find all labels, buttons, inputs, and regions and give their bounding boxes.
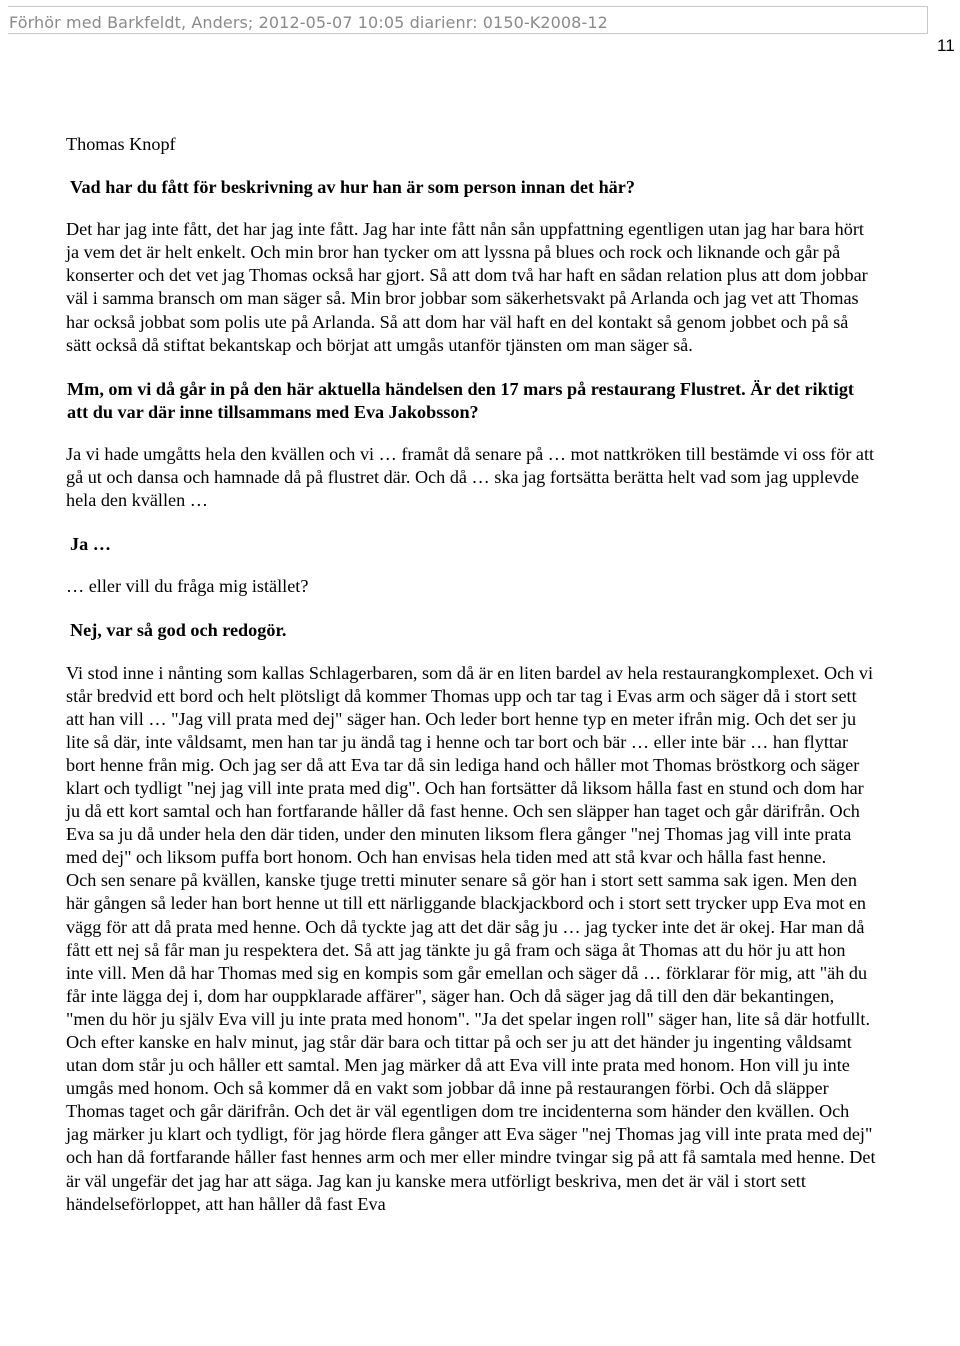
answer-paragraph: Vi stod inne i nånting som kallas Schlagerbaren, som då är en liten bardel av hela restaurangkomplexet. Och vi står bredvid ett bord och helt plötsligt då kommer Thomas upp och tar tag i Evas arm och säger då i stort sett att han vill … "Jag vill prata med dej" säger han. Och leder bort henne typ en meter ifrån mig. Och det ser ju lite så där, inte våldsamt, men han tar ju ändå tag i henne och tar bort och bär … eller inte bär … han flyttar bort henne från mig. Och jag ser då att Eva tar då sin lediga hand och håller mot Thomas bröstkorg och säger klart och tydligt "nej jag vill inte prata med dig". Och han fortsätter då liksom hålla fast en stund och dom har ju då ett kort samtal och han fortfarande håller då fast henne. Och sen släpper han taget och går därifrån. Och Eva sa ju då under hela den där tiden, under den minuten liksom flera gånger "nej Thomas jag vill inte prata med dej" och liksom puffa bort honom. Och han envisas hela tiden med att stå kvar och hålla fast henne. (66, 662, 873, 868)
speaker-name: Thomas Knopf (66, 134, 176, 154)
page-number: 11 (937, 36, 955, 55)
answer-paragraph: Och sen senare på kvällen, kanske tjuge tretti minuter senare så gör han i stort sett samma sak igen. Men den här gången så leder han bort henne ut till ett närliggande blackjackbord och i stort sett trycker upp Eva mot en vägg för att då prata med henne. Och då tyckte jag att det där såg ju … jag tycker inte det är okej. Har man då fått ett nej så får man ju respektera det. Så att jag tänkte ju gå fram och säga åt Thomas att du hör ju att hon inte vill. Men då har Thomas med sig en kompis som går emellan och säger då … förklarar för mig, att "äh du får inte lägga dej i, dom har ouppklarade affärer", säger han. Och då säger jag då till den där bekantingen, "men du hör ju själv Eva vill ju inte prata med honom". "Ja det spelar ingen roll" säger han, lite så där hotfullt. Och efter kanske en halv minut, jag står där bara och tittar på och ser ju att det händer ju ingenting våldsamt utan dom står ju och håller ett samtal. Men jag märker då att Eva vill inte prata med honom. Hon vill ju inte umgås med honom. Och så kommer då en vakt som jobbar då inne på restaurangen förbi. Och då släpper Thomas taget och går därifrån. Och det är väl egentligen dom tre incidenterna som händer den kvällen. Och jag märker ju klart och tydligt, för jag hörde flera gånger att Eva säger "nej Thomas jag vill inte prata med dej" och han då fortfarande håller fast hennes arm och mer eller mindre tvingar sig på att få samtala med henne. Det är väl ungefär det jag har att säga. Jag kan ju kanske mera utförligt beskriva, men det är väl i stort sett händelseförloppet, att han håller då fast Eva (66, 870, 876, 1214)
transcript-body (66, 133, 876, 1216)
document-header-bar (8, 6, 928, 34)
question-paragraph: Mm, om vi då går in på den här aktuella händelsen den 17 mars på restaurang Flustret. Är det riktigt att du var där inne tillsammans med Eva Jakobsson? (67, 378, 854, 422)
answer-paragraph: Ja vi hade umgåtts hela den kvällen och vi … framåt då senare på … mot nattkröken till bestämde vi oss för att gå ut och dansa och hamnade då på flustret där. Och då … ska jag fortsätta berätta helt vad som jag upplevde hela den kvällen … (66, 443, 875, 511)
document-header-text: Förhör med Barkfeldt, Anders; 2012-05-07 10:05 diarienr: 0150-K2008-12 (9, 13, 608, 32)
answer-paragraph: … eller vill du fråga mig istället? (66, 576, 309, 597)
question-paragraph: Nej, var så god och redogör. (70, 620, 287, 641)
question-paragraph: Ja … (70, 534, 111, 555)
question-paragraph: Vad har du fått för beskrivning av hur han är som person innan det här? (70, 177, 635, 198)
answer-paragraph: Det har jag inte fått, det har jag inte fått. Jag har inte fått nån sån uppfattning egentligen utan jag har bara hört ja vem det är helt enkelt. Och min bror han tycker om att lyssna på blues och rock och liknande och går på konserter och det vet jag Thomas också har gjort. Så att dom två har haft en sådan relation plus att dom jobbar väl i samma bransch om man säger så. Min bror jobbar som säkerhetsvakt på Arlanda och jag vet att Thomas har också jobbat som polis ute på Arlanda. Så att dom har väl haft en del kontakt så genom jobbet och på så sätt också då stiftat bekantskap och börjat att umgås utanför tjänsten om man säger så. (66, 219, 868, 355)
